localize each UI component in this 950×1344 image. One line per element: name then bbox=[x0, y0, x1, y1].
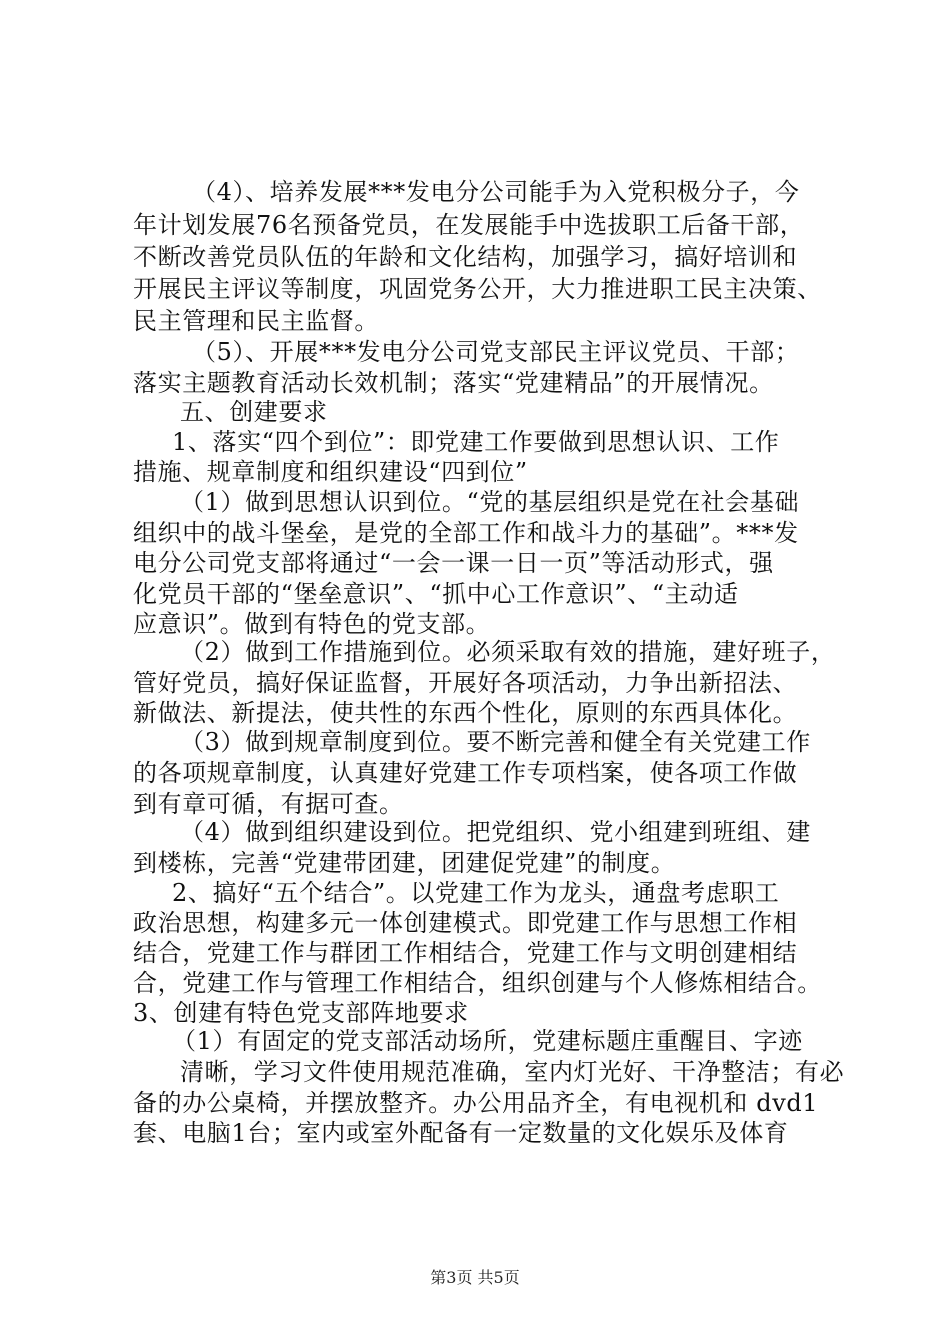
paragraph-line: 3、创建有特色党支部阵地要求 bbox=[133, 999, 469, 1027]
section-heading: 五、创建要求 bbox=[180, 398, 328, 426]
paragraph-line: （4）做到组织建设到位。把党组织、党小组建到班组、建 bbox=[180, 818, 811, 846]
section-heading: （1）有固定的党支部活动场所，党建标题庄重醒目、字迹 bbox=[172, 1027, 803, 1055]
paragraph-line: 到有章可循，有据可查。 bbox=[133, 790, 404, 818]
paragraph-line: （3）做到规章制度到位。要不断完善和健全有关党建工作 bbox=[180, 728, 811, 756]
paragraph-line: 结合，党建工作与群团工作相结合，党建工作与文明创建相结 bbox=[133, 939, 798, 967]
paragraph-line: 措施、规章制度和组织建设“四到位” bbox=[133, 458, 528, 486]
paragraph-line: 套、电脑1台；室内或室外配备有一定数量的文化娱乐及体育 bbox=[133, 1119, 789, 1147]
paragraph-line: 政治思想，构建多元一体创建模式。即党建工作与思想工作相 bbox=[133, 909, 798, 937]
paragraph-line: （2）做到工作措施到位。必须采取有效的措施，建好班子， bbox=[180, 638, 836, 666]
paragraph-line: 落实主题教育活动长效机制；落实“党建精品”的开展情况。 bbox=[133, 369, 774, 397]
paragraph-line: 1、落实“四个到位”：即党建工作要做到思想认识、工作 bbox=[172, 428, 780, 456]
paragraph-line: 到楼栋，完善“党建带团建，团建促党建”的制度。 bbox=[133, 849, 676, 877]
paragraph-line: 组织中的战斗堡垒，是党的全部工作和战斗力的基础”。***发 bbox=[133, 519, 799, 547]
paragraph-line: 年计划发展76名预备党员，在发展能手中选拔职工后备干部， bbox=[133, 211, 805, 239]
paragraph-line: 的各项规章制度，认真建好党建工作专项档案，使各项工作做 bbox=[133, 759, 798, 787]
paragraph-line: 开展民主评议等制度，巩固党务公开，大力推进职工民主决策、 bbox=[133, 275, 822, 303]
paragraph-line: 备的办公桌椅，并摆放整齐。办公用品齐全，有电视机和 dvd1 bbox=[133, 1089, 819, 1117]
paragraph-line: （4）、培养发展***发电分公司能手为入党积极分子，今 bbox=[192, 178, 800, 206]
paragraph-line: （1）做到思想认识到位。“党的基层组织是党在社会基础 bbox=[180, 488, 800, 516]
paragraph-line: 应意识”。做到有特色的党支部。 bbox=[133, 610, 491, 638]
paragraph-line: 不断改善党员队伍的年龄和文化结构，加强学习，搞好培训和 bbox=[133, 243, 798, 271]
paragraph-line: 清晰，学习文件使用规范准确，室内灯光好、干净整洁；有必 bbox=[180, 1058, 845, 1086]
paragraph-line: 合，党建工作与管理工作相结合，组织创建与个人修炼相结合。 bbox=[133, 969, 822, 997]
paragraph-line: 管好党员，搞好保证监督，开展好各项活动，力争出新招法、 bbox=[133, 669, 798, 697]
page-number-footer: 第3页 共5页 bbox=[430, 1268, 520, 1287]
paragraph-line: 电分公司党支部将通过“一会一课一日一页”等活动形式，强 bbox=[133, 549, 774, 577]
paragraph-line: （5）、开展***发电分公司党支部民主评议党员、干部； bbox=[192, 338, 800, 366]
paragraph-line: 2、搞好“五个结合”。以党建工作为龙头，通盘考虑职工 bbox=[172, 879, 780, 907]
paragraph-line: 民主管理和民主监督。 bbox=[133, 307, 379, 335]
paragraph-line: 化党员干部的“堡垒意识”、“抓中心工作意识”、“主动适 bbox=[133, 580, 739, 608]
paragraph-line: 新做法、新提法，使共性的东西个性化，原则的东西具体化。 bbox=[133, 699, 798, 727]
